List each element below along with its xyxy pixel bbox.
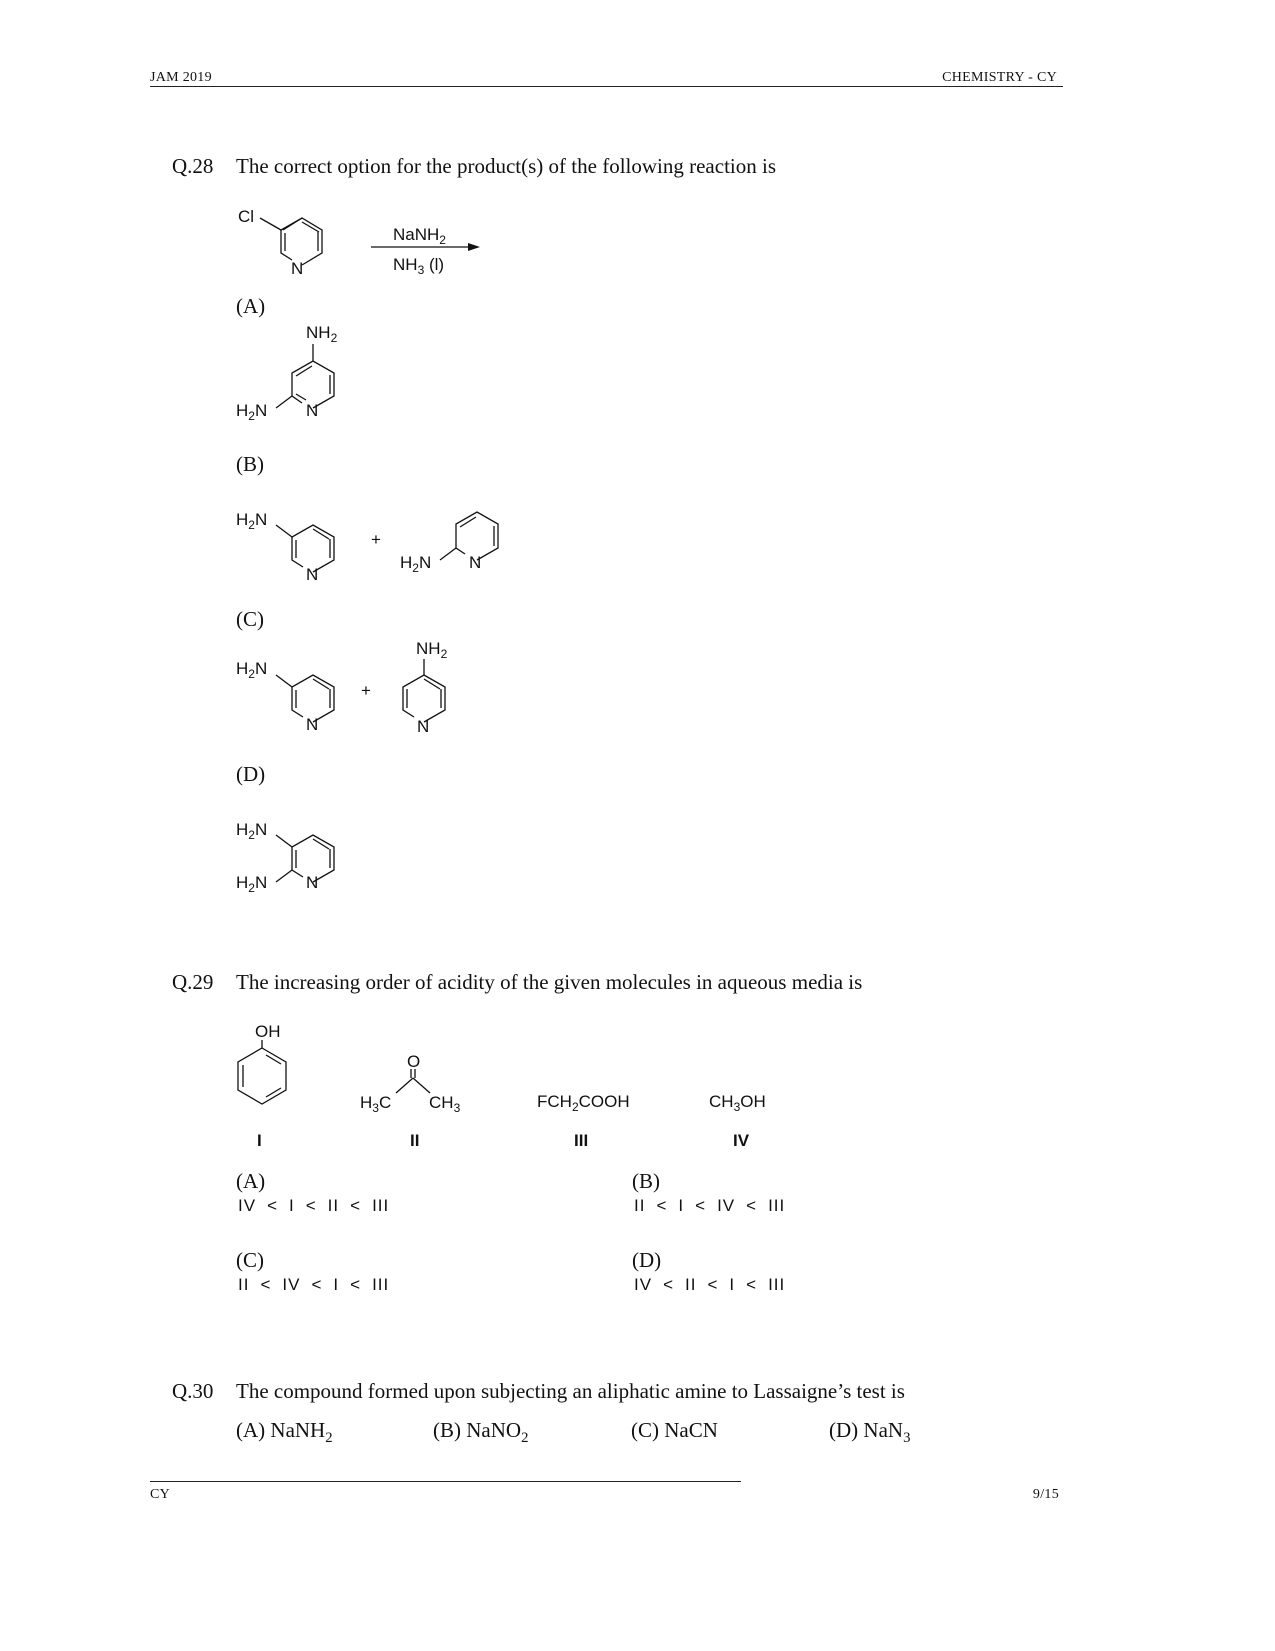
q28-reaction-scheme (228, 200, 498, 285)
svg-text:NH2: $NH_2$ (306, 323, 338, 345)
molecule-i-oh: OH (255, 1022, 281, 1041)
q28-option-d-label: (D) (236, 762, 266, 786)
molecule-ii-label: II (410, 1131, 420, 1150)
molecule-i-label: I (257, 1131, 262, 1150)
q28-number: Q.28 (172, 154, 214, 178)
reactant-3-chloropyridine (260, 218, 322, 265)
q30-number: Q.30 (172, 1379, 214, 1403)
q28-option-c-structure (228, 632, 468, 742)
q29-option-a-label: (A) (236, 1169, 266, 1193)
q29-option-b-label: (B) (632, 1169, 660, 1193)
q29-text: The increasing order of acidity of the given molecules in aqueous media is (236, 970, 863, 994)
svg-text:H2N: $H_2N$ (236, 401, 268, 423)
svg-text:NH2: $NH_2$ (416, 639, 448, 661)
header-left: JAM 2019 (150, 70, 212, 85)
svg-text:H2N: $H_2N$ (400, 553, 432, 575)
svg-text:N: N (306, 401, 319, 420)
svg-text:N: N (306, 873, 319, 892)
q29-number: Q.29 (172, 970, 214, 994)
q28-option-c-label: (C) (236, 607, 264, 631)
plus-sign: + (371, 530, 381, 549)
q28-option-a-label: (A) (236, 294, 266, 318)
footer-left: CY (150, 1487, 171, 1502)
reagent-top: NaNH$_2$ (393, 225, 446, 247)
svg-text:N: N (306, 565, 319, 584)
q29-option-c-label: (C) (236, 1248, 264, 1272)
svg-text:N: N (469, 553, 482, 572)
molecule-ii-acetone (396, 1069, 430, 1093)
q30-option-b: (B) NaNO$_2$ (433, 1418, 529, 1447)
molecule-iii-formula: $FCH_2COOH$ (537, 1092, 630, 1114)
q30-text: The compound formed upon subjecting an aliphatic amine to Lassaigne’s test is (236, 1379, 905, 1403)
molecule-i-phenol (238, 1040, 286, 1104)
molecule-iii-label: III (574, 1131, 589, 1150)
q28-option-d-structure (228, 810, 358, 900)
molecule-iv-formula: $CH_3OH$ (709, 1092, 766, 1114)
svg-text:H2N: $H_2N$ (236, 873, 268, 895)
svg-text:+: + (361, 681, 371, 700)
q29-option-d-order: IV < II < I < III (634, 1275, 786, 1294)
footer-page-number: 9/15 (1032, 1487, 1059, 1502)
svg-text:N: N (417, 717, 430, 736)
q28-option-b-structure (228, 500, 518, 590)
svg-text:CH3: $CH_3$ (429, 1093, 461, 1115)
footer-rule (150, 1481, 741, 1482)
svg-text:H2N: $H_2N$ (236, 510, 268, 532)
header-rule (150, 86, 1063, 87)
q30-option-d: (D) NaN$_3$ (829, 1418, 911, 1447)
q30-option-c: (C) NaCN (631, 1418, 718, 1442)
q30-option-a: (A) NaNH$_2$ (236, 1418, 333, 1447)
reagent-bottom: $NH_3$ (l) (393, 255, 445, 277)
q28-text: The correct option for the product(s) of the following reaction is (236, 154, 776, 178)
svg-text:N: N (306, 715, 319, 734)
svg-text:H2N: $H_2N$ (236, 820, 268, 842)
q28-option-a-structure (228, 318, 358, 428)
q29-option-d-label: (D) (632, 1248, 662, 1272)
q29-option-c-order: II < IV < I < III (238, 1275, 390, 1294)
svg-text:H2N: $H_2N$ (236, 659, 268, 681)
molecule-iv-label: IV (733, 1131, 750, 1150)
q29-molecules (228, 1015, 828, 1155)
reactant-cl-label: Cl (238, 207, 255, 226)
q29-option-b-order: II < I < IV < III (634, 1196, 786, 1215)
svg-text:O: O (407, 1052, 421, 1071)
q29-option-a-order: IV < I < II < III (238, 1196, 390, 1215)
q28-option-b-label: (B) (236, 452, 264, 476)
svg-text:N: N (291, 259, 304, 278)
svg-text:H3C: $H_3C$ (360, 1093, 392, 1115)
header-right: CHEMISTRY - CY (942, 70, 1057, 85)
